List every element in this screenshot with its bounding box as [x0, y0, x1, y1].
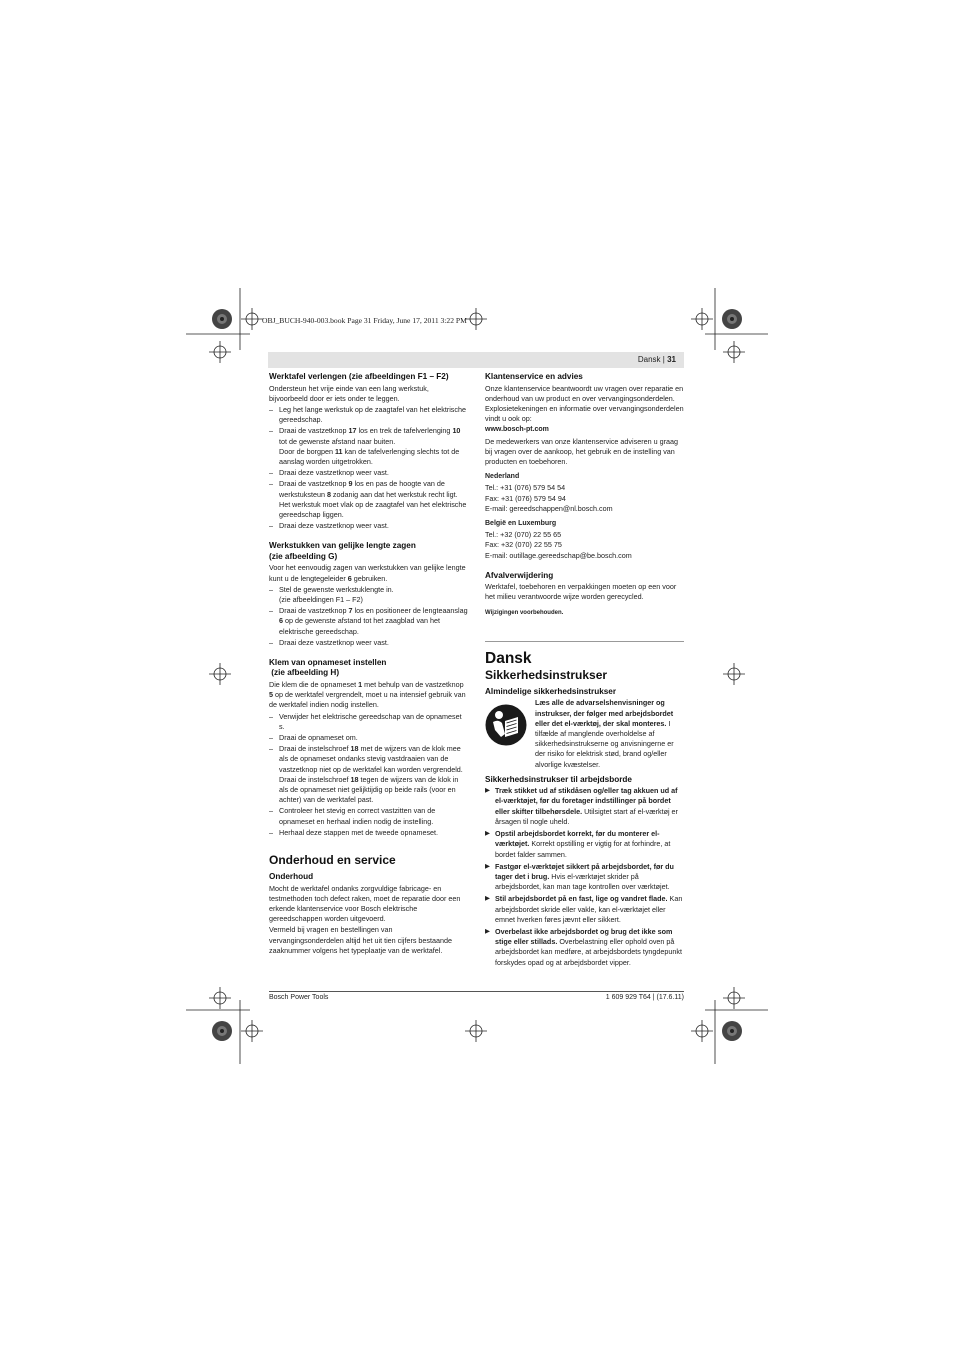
list-item: – Draai deze vastzetknop weer vast.: [269, 637, 389, 647]
registration-mark-icon: [723, 987, 745, 1009]
registration-mark-icon: [209, 663, 231, 685]
footer-rule: [269, 991, 684, 992]
subsection-title: Onderhoud: [269, 872, 314, 882]
section-title: Afvalverwijdering: [485, 570, 554, 580]
list-item: ▶ Træk stikket ud af stikdåsen og/eller tag akkuen ud af el-værktøjet, før du foretager indstillinger på bordet eller skifter tilbehørsdele. Utilsigtet start af el-værktøj er årsagen til nogle uheld.: [485, 786, 678, 826]
list-item: – Draai de vastzetknop 9 los en pas de hoogte van de werkstuksteun 8 zodanig aan dat het werkstuk recht ligt. Het werkstuk moet vlak op de zaagtafel van het elektrische gereedschap liggen.: [269, 479, 467, 519]
website-url: www.bosch-pt.com: [485, 426, 549, 434]
dash-icon: –: [269, 479, 273, 489]
section-title: Klem van opnameset instellen (zie afbeelding H): [269, 657, 387, 678]
triangle-bullet-icon: ▶: [485, 927, 490, 935]
registration-mark-icon: [209, 341, 231, 363]
dash-icon: –: [269, 744, 273, 754]
section-title: Werktafel verlengen (zie afbeeldingen F1 – F2): [269, 372, 449, 381]
registration-mark-icon: [723, 663, 745, 685]
left-column: [269, 372, 468, 957]
section-heading: Sikkerhedsinstrukser: [485, 667, 608, 682]
country-title: Nederland: [485, 473, 520, 481]
list-item: ▶ Overbelast ikke arbejdsbordet og brug det ikke som stige eller stillads. Overbelastning eller ophold oven på arbejdsbordet kan medføre, at arbejdsbordets tyngdepunkt forskydes opad og at arbejdsbordet vipper.: [485, 926, 682, 967]
country-title: België en Luxemburg: [485, 519, 557, 527]
list-item: – Controleer het stevig en correct vastzitten van de opnameset en herhaal indien nodig de instelling.: [269, 806, 436, 826]
footer-doc-number: 1 609 929 T64 | (17.6.11): [605, 994, 684, 1001]
section-title: Werkstukken van gelijke lengte zagen (zie afbeelding G): [269, 541, 416, 561]
paragraph: Werktafel, toebehoren en verpakkingen moeten op een voor het milieu verantwoorde wijze worden gerecycled.: [485, 582, 677, 602]
dash-icon: –: [269, 426, 273, 436]
list-item: – Draai de opnameset om.: [269, 732, 358, 742]
section-heading: Onderhoud en service: [269, 853, 396, 868]
triangle-bullet-icon: ▶: [485, 895, 490, 903]
registration-mark-icon: [241, 308, 263, 330]
paragraph: Die klem die de opnameset 1 met behulp van de vastzetknop 5 op de werktafel vergrendelt, moet u na intensief gebruik van de werktafel indien nodig instellen.: [269, 679, 466, 710]
subsection-title: Almindelige sikkerhedsinstrukser: [485, 686, 617, 696]
registration-mark-icon: [691, 308, 713, 330]
dash-icon: –: [269, 606, 273, 616]
subsection-title: Sikkerhedsinstrukser til arbejdsborde: [485, 774, 632, 784]
footer-brand: Bosch Power Tools: [269, 994, 329, 1001]
dash-icon: –: [269, 637, 273, 647]
paragraph: De medewerkers van onze klantenservice adviseren u graag bij vragen over de aankoop, het gebruik en de instelling van producten en toebehoren.: [485, 436, 678, 466]
triangle-bullet-icon: ▶: [485, 830, 490, 838]
paragraph: Voor het eenvoudig zagen van werkstukken van gelijke lengte kunt u de lengtegeleider 6 gebruiken.: [269, 563, 466, 583]
dash-icon: –: [269, 827, 273, 837]
contact-fax: Fax: +31 (076) 579 54 94: [485, 493, 566, 503]
paragraph: Mocht de werktafel ondanks zorgvuldige fabricage- en testmethoden toch defect raken, moet de reparatie door een erkende klantenservice voor Bosch elektrische gereedschappen worden uitgevoerd.: [269, 883, 461, 924]
read-manual-icon: [485, 704, 527, 746]
registration-mark-icon: [465, 308, 487, 330]
section-divider: [485, 641, 684, 642]
language-heading: Dansk: [485, 649, 532, 667]
list-item: – Draai de vastzetknop 17 los en trek de tafelverlenging 10 tot de gewenste afstand naar buiten. Door de borgpen 11 kan de tafelverlenging slechts tot de aanslag worden uitgetrokken.: [269, 426, 461, 466]
contact-phone: Tel.: +32 (070) 22 55 65: [485, 530, 562, 540]
triangle-bullet-icon: ▶: [485, 787, 490, 795]
list-item: – Verwijder het elektrische gereedschap van de opnameset s.: [269, 711, 462, 731]
list-item: – Draai deze vastzetknop weer vast.: [269, 521, 389, 531]
color-target-icon: [722, 309, 742, 329]
dash-icon: –: [269, 404, 273, 414]
list-item: – Draai de vastzetknop 7 los en positioneer de lengteaanslag 6 op de gewenste afstand tot het zaagblad van het elektrische gereedschap.: [269, 606, 468, 636]
registration-mark-icon: [465, 1020, 487, 1042]
dash-icon: –: [269, 711, 273, 721]
contact-email: E-mail: gereedschappen@nl.bosch.com: [485, 503, 613, 513]
list-item: – Stel de gewenste werkstuklengte in. (zie afbeeldingen F1 – F2): [269, 584, 394, 604]
list-item: – Draai deze vastzetknop weer vast.: [269, 468, 389, 478]
disclaimer-note: Wijzigingen voorbehouden.: [485, 609, 564, 616]
registration-mark-icon: [723, 341, 745, 363]
contact-email: E-mail: outillage.gereedschap@be.bosch.com: [485, 550, 632, 560]
color-target-icon: [212, 1021, 232, 1041]
dash-icon: –: [269, 806, 273, 816]
right-column: [485, 372, 684, 970]
paragraph: Vermeld bij vragen en bestellingen van vervangingsonderdelen altijd het uit tien cijfers bestaande zaaknummer volgens het typeplaatje van de werktafel.: [269, 925, 453, 955]
list-item: ▶ Opstil arbejdsbordet korrekt, før du monterer el-værktøjet. Korrekt opstilling er vigtig for at forhindre, at bordet falder sammen.: [485, 829, 671, 859]
dash-icon: –: [269, 584, 273, 594]
section-title: Klantenservice en advies: [485, 372, 583, 381]
page-header-text: Dansk | 31: [637, 355, 676, 364]
warning-block: [485, 698, 684, 769]
registration-mark-icon: [241, 1020, 263, 1042]
dash-icon: –: [269, 732, 273, 742]
registration-mark-icon: [209, 987, 231, 1009]
warning-text: Læs alle de advarselshenvisninger og instrukser, der følger med arbejdsbordet eller det el-værktøj, der skal monteres. I tilfælde af manglende overholdelse af sikkerhedsinstrukserne og anvisningerne er der risiko for elektrisk stød, brand og/eller alvorlige kvæstelser.: [535, 698, 674, 769]
header-language: Dansk: [637, 355, 661, 364]
dash-icon: –: [269, 521, 273, 531]
registration-mark-icon: [691, 1020, 713, 1042]
color-target-icon: [212, 309, 232, 329]
paragraph: Onze klantenservice beantwoordt uw vragen over reparatie en onderhoud van uw product en over vervangingsonderdelen. Explosietekeningen en informatie over vervangingsonderdelen vindt u ook op:: [485, 383, 684, 424]
book-info-line: OBJ_BUCH-940-003.book Page 31 Friday, June 17, 2011 3:22 PM: [262, 316, 467, 325]
color-target-icon: [722, 1021, 742, 1041]
list-item: ▶ Fastgør el-værktøjet sikkert på arbejdsbordet, før du tager det i brug. Hvis el-værktøjet skrider på arbejdsbordet, kan man tage kontrollen over værktøjet.: [485, 861, 674, 892]
list-item: – Leg het lange werkstuk op de zaagtafel van het elektrische gereedschap.: [269, 404, 466, 425]
dash-icon: –: [269, 468, 273, 478]
contact-phone: Tel.: +31 (076) 579 54 54: [485, 483, 566, 493]
list-item: – Herhaal deze stappen met de tweede opnameset.: [269, 827, 439, 837]
triangle-bullet-icon: ▶: [485, 862, 490, 870]
paragraph: Ondersteun het vrije einde van een lang werkstuk, bijvoorbeeld door er iets onder te leggen.: [269, 383, 429, 403]
list-item: – Draai de instelschroef 18 met de wijzers van de klok mee als de opnameset ondanks stevig vastdraaien van de vastzetknop niet op de werktafel kan worden vergrendeld. Draai de instelschroef 18 tegen de wijzers van de klok in als de opnameset niet gelijktijdig op beide rails (voor en achter) van de werktafel past.: [269, 744, 463, 805]
page-header: [268, 352, 684, 368]
list-item: ▶ Stil arbejdsbordet på en fast, lige og vandret flade. Kan arbejdsbordet skride eller vakle, kan el-værktøjet eller emnet hverken føres jævnt eller sikkert.: [485, 894, 683, 924]
page-number: 31: [667, 355, 676, 364]
contact-fax: Fax: +32 (070) 22 55 75: [485, 540, 562, 550]
